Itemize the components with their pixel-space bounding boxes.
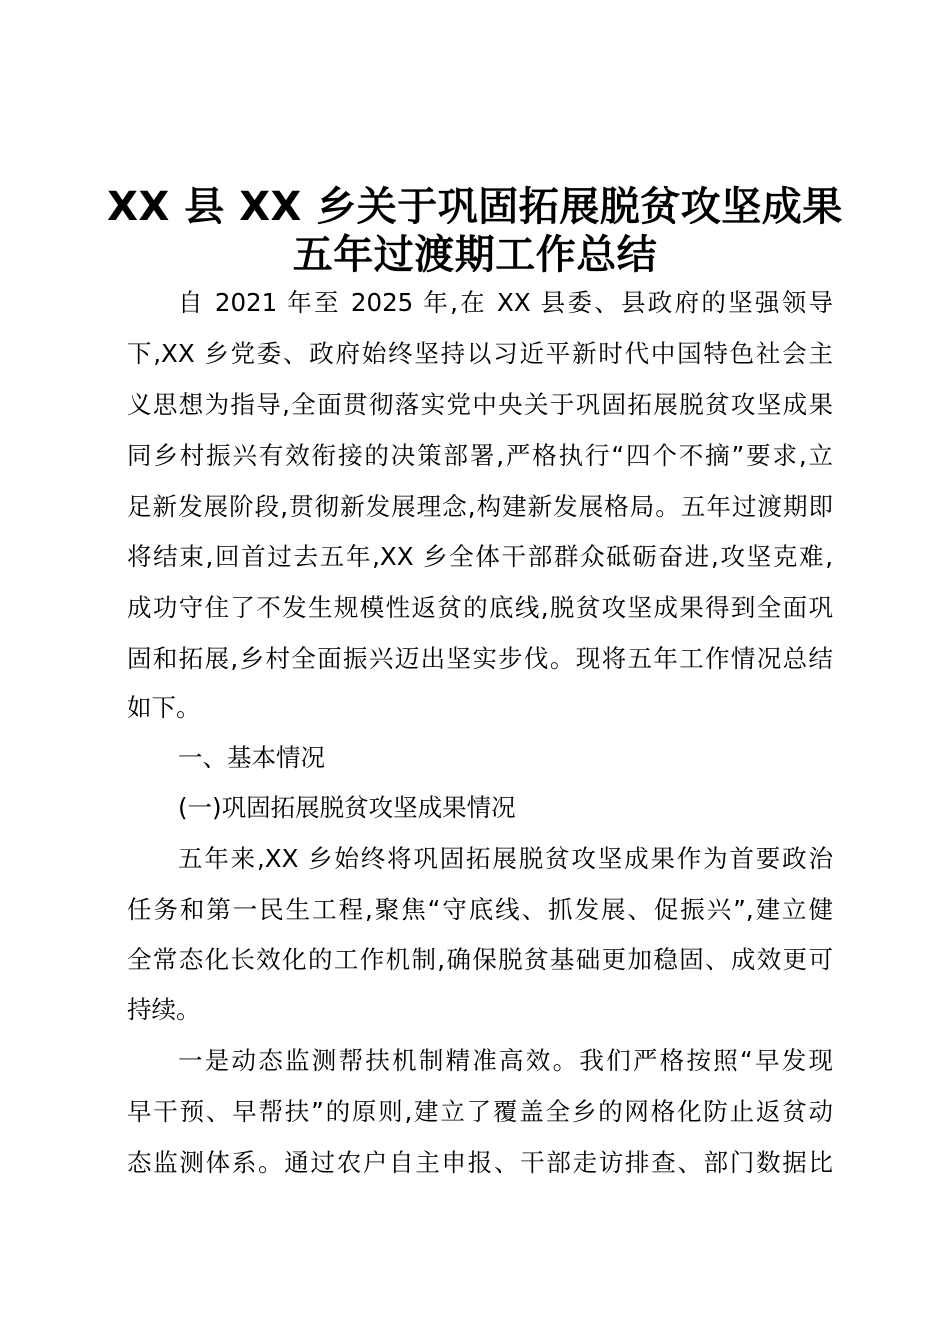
paragraph-line: 态监测体系。通过农户自主申报、干部走访排查、部门数据比: [127, 1148, 833, 1177]
intro-paragraph-line: 将结束,回首过去五年,XX 乡全体干部群众砥砺奋进,攻坚克难,: [127, 542, 833, 571]
document-title-line-2: 五年过渡期工作总结: [292, 232, 658, 278]
paragraph-line: 五年来,XX 乡始终将巩固拓展脱贫攻坚成果作为首要政治: [178, 844, 833, 873]
paragraph-line: 全常态化长效化的工作机制,确保脱贫基础更加稳固、成效更可: [127, 945, 833, 974]
intro-paragraph-line: 固和拓展,乡村全面振兴迈出坚实步伐。现将五年工作情况总结: [127, 644, 833, 673]
intro-paragraph-line: 义思想为指导,全面贯彻落实党中央关于巩固拓展脱贫攻坚成果: [127, 390, 833, 419]
intro-paragraph-line: 如下。: [127, 693, 201, 722]
paragraph-line: 一是动态监测帮扶机制精准高效。我们严格按照“早发现: [178, 1046, 833, 1075]
paragraph-line: 持续。: [127, 995, 201, 1024]
subsection-heading: (一)巩固拓展脱贫攻坚成果情况: [178, 793, 516, 822]
intro-paragraph-line: 成功守住了不发生规模性返贫的底线,脱贫攻坚成果得到全面巩: [127, 593, 833, 622]
intro-paragraph-line: 下,XX 乡党委、政府始终坚持以习近平新时代中国特色社会主: [127, 339, 833, 368]
paragraph-line: 早干预、早帮扶”的原则,建立了覆盖全乡的网格化防止返贫动: [127, 1097, 833, 1126]
paragraph-line: 任务和第一民生工程,聚焦“守底线、抓发展、促振兴”,建立健: [127, 895, 833, 924]
intro-paragraph-line: 足新发展阶段,贯彻新发展理念,构建新发展格局。五年过渡期即: [127, 492, 833, 521]
document-title-line-1: XX 县 XX 乡关于巩固拓展脱贫攻坚成果: [107, 184, 843, 230]
intro-paragraph-line: 同乡村振兴有效衔接的决策部署,严格执行“四个不摘”要求,立: [127, 441, 833, 470]
section-heading: 一、基本情况: [178, 743, 325, 772]
intro-paragraph-line: 自 2021 年至 2025 年,在 XX 县委、县政府的坚强领导: [178, 288, 833, 317]
